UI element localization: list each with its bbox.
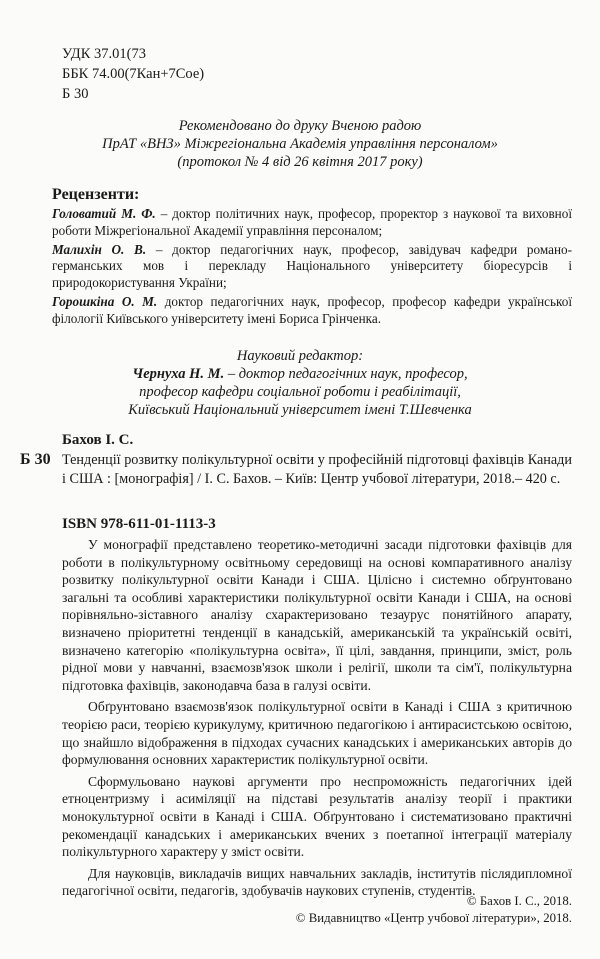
reviewer-details: – доктор політичних наук, професор, проректор з наукової та виховної роботи Міжрегіональної Академії управління персоналом; (52, 206, 572, 238)
udk-code: УДК 37.01(73 (62, 46, 146, 62)
reviewers-heading: Рецензенти: (52, 186, 140, 203)
reviewers-list (52, 206, 572, 330)
editor-name: Чернуха Н. М. (132, 366, 225, 382)
publication-recommendation (0, 117, 600, 171)
abstract-paragraph: Обґрунтовано взаємозв'язок полікультурної освіти в Канаді і США з критичною теорією раси, теорією курикулуму, критичною педагогікою і антирасистською освітою, що знайшло відображення в підходах сучасних канадських і американських авторів до формулювання основних характеристик полікультурної освіти. (62, 699, 572, 768)
copyright-publisher: © Видавництво «Центр учбової літератури», 2018. (295, 911, 572, 925)
abstract (62, 536, 572, 904)
isbn: ISBN 978-611-01-1113-3 (62, 516, 216, 532)
catalog-codes (62, 44, 204, 104)
editor-label: Науковий редактор: (236, 348, 364, 364)
editor-line-1 (0, 365, 600, 383)
editor-line-2: професор кафедри соціальної роботи і реабілітації, (139, 384, 461, 400)
editor-title: – доктор педагогічних наук, професор, (224, 366, 468, 382)
recommendation-line-2: ПрАТ «ВНЗ» Міжрегіональна Академія управління персоналом» (102, 136, 498, 152)
reviewer-entry (52, 206, 572, 240)
copyright-author: © Бахов І. С., 2018. (466, 894, 572, 908)
bibliographic-description: Тенденції розвитку полікультурної освіти у професійній підготовці фахівців Канади і США : [монографія] / І. С. Бахов. – Київ: Центр учбової літератури, 2018.– 420 с. (62, 452, 572, 487)
abstract-paragraph: Для науковців, викладачів вищих навчальних закладів, інститутів післядипломної педагогічної освіти, педагогів, здобувачів наукових ступенів, студентів. (62, 865, 572, 899)
copyright-notice (296, 893, 572, 927)
recommendation-line-3: (протокол № 4 від 26 квітня 2017 року) (177, 154, 423, 170)
abstract-paragraph: У монографії представлено теоретико-методичні засади підготовки фахівців для роботи в полікультурному освітньому середовищі на основі компаративного аналізу розвитку полікультурної освіти Канади і США. Цілісно і системно обґрунтовано загальні та особливі характеристики полікультурної освіти Канади і США, на основі порівняльно-зіставного аналізу схарактеризовано тезаурус понятійного апарату, визначено пріоритетні тенденції в канадській, американській та українській освіті, визначено категорію «полікультурна освіта», її цілі, завдання, принципи, зміст, роль рідної мови у навчанні, взаємозв'язок школи і релігії, школи та сім'ї, полікультурна підготовка фахівців, законодавча база в галузі освіти. (62, 537, 572, 693)
recommendation-line-1: Рекомендовано до друку Вченою радою (178, 118, 422, 134)
abstract-paragraph: Сформульовано наукові аргументи про неспроможність педагогічних ідей етноцентризму і асиміляції на підставі результатів аналізу теорії і практики монокультурної освіти в Канаді і США. Обґрунтовано і систематизовано практичні рекомендації канадських і американських вчених з поетапної інтеграції матеріалу полікультурного характеру у зміст освіти. (62, 773, 572, 860)
scientific-editor (0, 347, 600, 419)
reviewer-name: Головатий М. Ф. (52, 206, 156, 221)
reviewer-name: Горошкіна О. М. (52, 293, 158, 309)
bibliographic-author: Бахов І. С. (62, 432, 134, 448)
reviewer-name: Малихін О. В. (52, 241, 147, 257)
reviewer-entry (52, 242, 572, 292)
editor-line-3: Київський Національний університет імені Т.Шевченка (128, 402, 472, 418)
reviewer-entry (52, 294, 572, 328)
bibliographic-code: Б 30 (20, 451, 51, 468)
reviewer-details: – доктор педагогічних наук, професор, завідувач кафедри романо-германських мов і перекладу Національного університету біоресурсів і природокористування України; (52, 241, 572, 291)
bbk-code: ББК 74.00(7Кан+7Сое) (62, 66, 205, 82)
author-mark: Б 30 (62, 86, 89, 102)
reviewer-details: доктор педагогічних наук, професор, професор кафедри української філології Київського університету імені Бориса Грінченка. (52, 293, 572, 326)
